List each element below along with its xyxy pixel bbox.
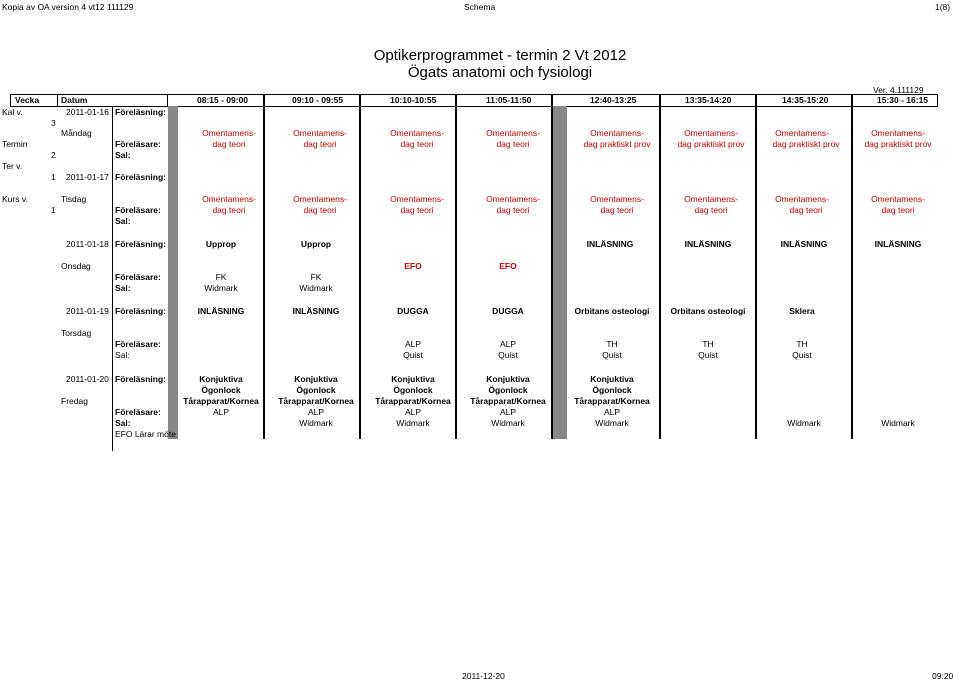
- room-cell: Widmark: [595, 418, 629, 428]
- lecture-label: Föreläsning:: [115, 374, 167, 384]
- topic-sub-cell: dag teori: [600, 205, 634, 215]
- ter-label: Ter v.: [2, 161, 23, 171]
- column-header: [10, 94, 938, 107]
- lecture-label: Föreläsning:: [115, 107, 167, 117]
- ter-number: 1: [51, 172, 56, 182]
- topic-sub-cell: dag teori: [400, 139, 434, 149]
- col-time-3: 10:10-10:55: [390, 95, 437, 105]
- topic-sub-cell: dag praktiskt prov: [677, 139, 745, 149]
- kal-label: Kal v.: [2, 107, 23, 117]
- lecture-label: Föreläsning:: [115, 306, 167, 316]
- topic-sub-cell: dag teori: [212, 139, 246, 149]
- teacher-cell: ALP: [212, 407, 230, 417]
- teacher-cell: ALP: [499, 407, 517, 417]
- lecture-cell: Ögonlock: [488, 385, 528, 395]
- room-label: Sal:: [115, 350, 130, 360]
- room-cell: Widmark: [881, 418, 915, 428]
- topic-sub-cell: dag teori: [303, 139, 337, 149]
- teacher-cell: ALP: [404, 407, 422, 417]
- room-cell: Quist: [792, 350, 812, 360]
- lecture-cell: Orbitans osteologi: [670, 306, 746, 316]
- room-label: Sal:: [115, 216, 131, 226]
- teacher-cell: ALP: [307, 407, 325, 417]
- lecture-cell: INLÄSNING: [586, 239, 634, 249]
- lecture-cell: Ögonlock: [393, 385, 433, 395]
- col-time-4: 11:05-11:50: [486, 95, 532, 105]
- lecture-cell: Ögonlock: [296, 385, 336, 395]
- col-vecka: Vecka: [15, 95, 40, 105]
- teacher-cell: TH: [606, 339, 618, 349]
- date: 2011-01-19: [66, 306, 109, 316]
- lecture-cell: Konjuktiva: [590, 374, 634, 384]
- room-cell: Quist: [498, 350, 518, 360]
- lecture-cell: INLÄSNING: [780, 239, 828, 249]
- col-time-7: 14:35-15:20: [782, 95, 829, 105]
- lecture-cell: Ögonlock: [592, 385, 632, 395]
- topic-sub-cell: dag teori: [303, 205, 337, 215]
- lecture-cell: Tårapparat/Kornea: [470, 396, 546, 406]
- topic-sub-cell: dag teori: [496, 139, 530, 149]
- lecture-label: Föreläsning:: [115, 239, 167, 249]
- col-time-6: 13:35-14:20: [685, 95, 732, 105]
- lecture-cell: Upprop: [300, 239, 332, 249]
- lecture-cell: Upprop: [205, 239, 237, 249]
- teacher-label: Föreläsare:: [115, 339, 161, 349]
- page-number: 1(8): [935, 2, 951, 12]
- topic-sub-cell: dag teori: [789, 205, 823, 215]
- lecture-cell: INLÄSNING: [874, 239, 922, 249]
- topic-sub-cell: dag teori: [496, 205, 530, 215]
- col-datum: Datum: [61, 95, 88, 105]
- weekday: Fredag: [61, 396, 88, 406]
- topic-cell: Omentamens-: [871, 128, 925, 138]
- efo-cell: EFO: [499, 261, 517, 271]
- teacher-cell: FK: [215, 272, 227, 282]
- lecture-cell: DUGGA: [492, 306, 524, 316]
- room-cell: Widmark: [204, 283, 238, 293]
- topic-cell: Omentamens-: [684, 128, 738, 138]
- print-time: 09:20: [932, 671, 954, 681]
- page-subtitle: Ögats anatomi och fysiologi: [407, 64, 593, 81]
- topic-cell: Omentamens-: [590, 128, 644, 138]
- topic-sub-cell: dag teori: [881, 205, 915, 215]
- lecture-cell: Orbitans osteologi: [574, 306, 650, 316]
- doc-name: Kopia av OA version 4 vt12 111129: [2, 2, 134, 12]
- topic-sub-cell: dag teori: [212, 205, 246, 215]
- teacher-cell: FK: [310, 272, 322, 282]
- kal-number: 3: [51, 118, 56, 128]
- topic-cell: Omentamens-: [202, 128, 256, 138]
- weekday: Tisdag: [61, 194, 87, 204]
- topic-sub-cell: dag praktiskt prov: [772, 139, 840, 149]
- date: 2011-01-18: [66, 239, 109, 249]
- termin-label: Termin: [2, 139, 28, 149]
- topic-sub-cell: dag teori: [694, 205, 728, 215]
- kurs-label: Kurs v.: [2, 194, 28, 204]
- lecture-cell: Sklera: [789, 306, 815, 316]
- topic-cell: Omentamens-: [293, 128, 347, 138]
- topic-cell: Omentamens-: [775, 194, 829, 204]
- lecture-cell: INLÄSNING: [684, 239, 732, 249]
- topic-sub-cell: dag praktiskt prov: [583, 139, 651, 149]
- lecture-cell: Tårapparat/Kornea: [278, 396, 354, 406]
- teacher-cell: ALP: [603, 407, 621, 417]
- lecture-label: Föreläsning:: [115, 172, 167, 182]
- teacher-label: Föreläsare:: [115, 272, 161, 282]
- print-date: 2011-12-20: [462, 671, 505, 681]
- topic-cell: Omentamens-: [871, 194, 925, 204]
- teacher-cell: ALP: [404, 339, 422, 349]
- topic-sub-cell: dag teori: [400, 205, 434, 215]
- teacher-label: Föreläsare:: [115, 205, 161, 215]
- room-cell: Widmark: [491, 418, 525, 428]
- termin-number: 2: [51, 150, 56, 160]
- weekday: Onsdag: [61, 261, 91, 271]
- lecture-cell: Konjuktiva: [199, 374, 243, 384]
- topic-cell: Omentamens-: [390, 128, 444, 138]
- room-cell: Widmark: [299, 283, 333, 293]
- lecture-cell: DUGGA: [397, 306, 429, 316]
- version-label: Ver. 4.111129: [873, 85, 924, 95]
- date: 2011-01-20: [66, 374, 109, 384]
- topic-cell: Omentamens-: [590, 194, 644, 204]
- topic-cell: Omentamens-: [390, 194, 444, 204]
- teacher-cell: TH: [796, 339, 808, 349]
- topic-cell: Omentamens-: [202, 194, 256, 204]
- lecture-cell: Konjuktiva: [391, 374, 435, 384]
- lecture-cell: Konjuktiva: [486, 374, 530, 384]
- topic-cell: Omentamens-: [684, 194, 738, 204]
- room-cell: Widmark: [396, 418, 430, 428]
- sheet-name: Schema: [464, 2, 496, 12]
- lecture-cell: Tårapparat/Kornea: [375, 396, 451, 406]
- col-time-8: 15:30 - 16:15: [877, 95, 929, 105]
- room-label: Sal:: [115, 150, 131, 160]
- room-label: Sal:: [115, 283, 131, 293]
- room-label: Sal:: [115, 418, 131, 428]
- weekday: Måndag: [61, 128, 92, 138]
- room-cell: Widmark: [787, 418, 821, 428]
- teacher-label: Föreläsare:: [115, 139, 161, 149]
- topic-cell: Omentamens-: [293, 194, 347, 204]
- kurs-number: 1: [51, 205, 56, 215]
- teacher-label: Föreläsare:: [115, 407, 161, 417]
- topic-sub-cell: dag praktiskt prov: [864, 139, 932, 149]
- lecture-cell: INLÄSNING: [292, 306, 340, 316]
- col-time-5: 12:40-13:25: [590, 95, 637, 105]
- note: EFO Lärar möte: [115, 429, 176, 439]
- efo-cell: EFO: [404, 261, 422, 271]
- col-time-1: 08:15 - 09:00: [197, 95, 249, 105]
- lecture-cell: Tårapparat/Kornea: [574, 396, 650, 406]
- topic-cell: Omentamens-: [486, 194, 540, 204]
- room-cell: Quist: [602, 350, 622, 360]
- date: 2011-01-16: [66, 107, 109, 117]
- col-time-2: 09:10 - 09:55: [292, 95, 344, 105]
- room-cell: Widmark: [299, 418, 333, 428]
- teacher-cell: TH: [702, 339, 714, 349]
- page-title: Optikerprogrammet - termin 2 Vt 2012: [373, 47, 627, 64]
- room-cell: Quist: [698, 350, 718, 360]
- topic-cell: Omentamens-: [486, 128, 540, 138]
- lecture-cell: Tårapparat/Kornea: [183, 396, 259, 406]
- date: 2011-01-17: [66, 172, 109, 182]
- teacher-cell: ALP: [499, 339, 517, 349]
- lecture-cell: INLÄSNING: [197, 306, 245, 316]
- weekday: Torsdag: [61, 328, 92, 338]
- topic-cell: Omentamens-: [775, 128, 829, 138]
- room-cell: Quist: [403, 350, 423, 360]
- lecture-cell: Konjuktiva: [294, 374, 338, 384]
- lecture-cell: Ögonlock: [201, 385, 241, 395]
